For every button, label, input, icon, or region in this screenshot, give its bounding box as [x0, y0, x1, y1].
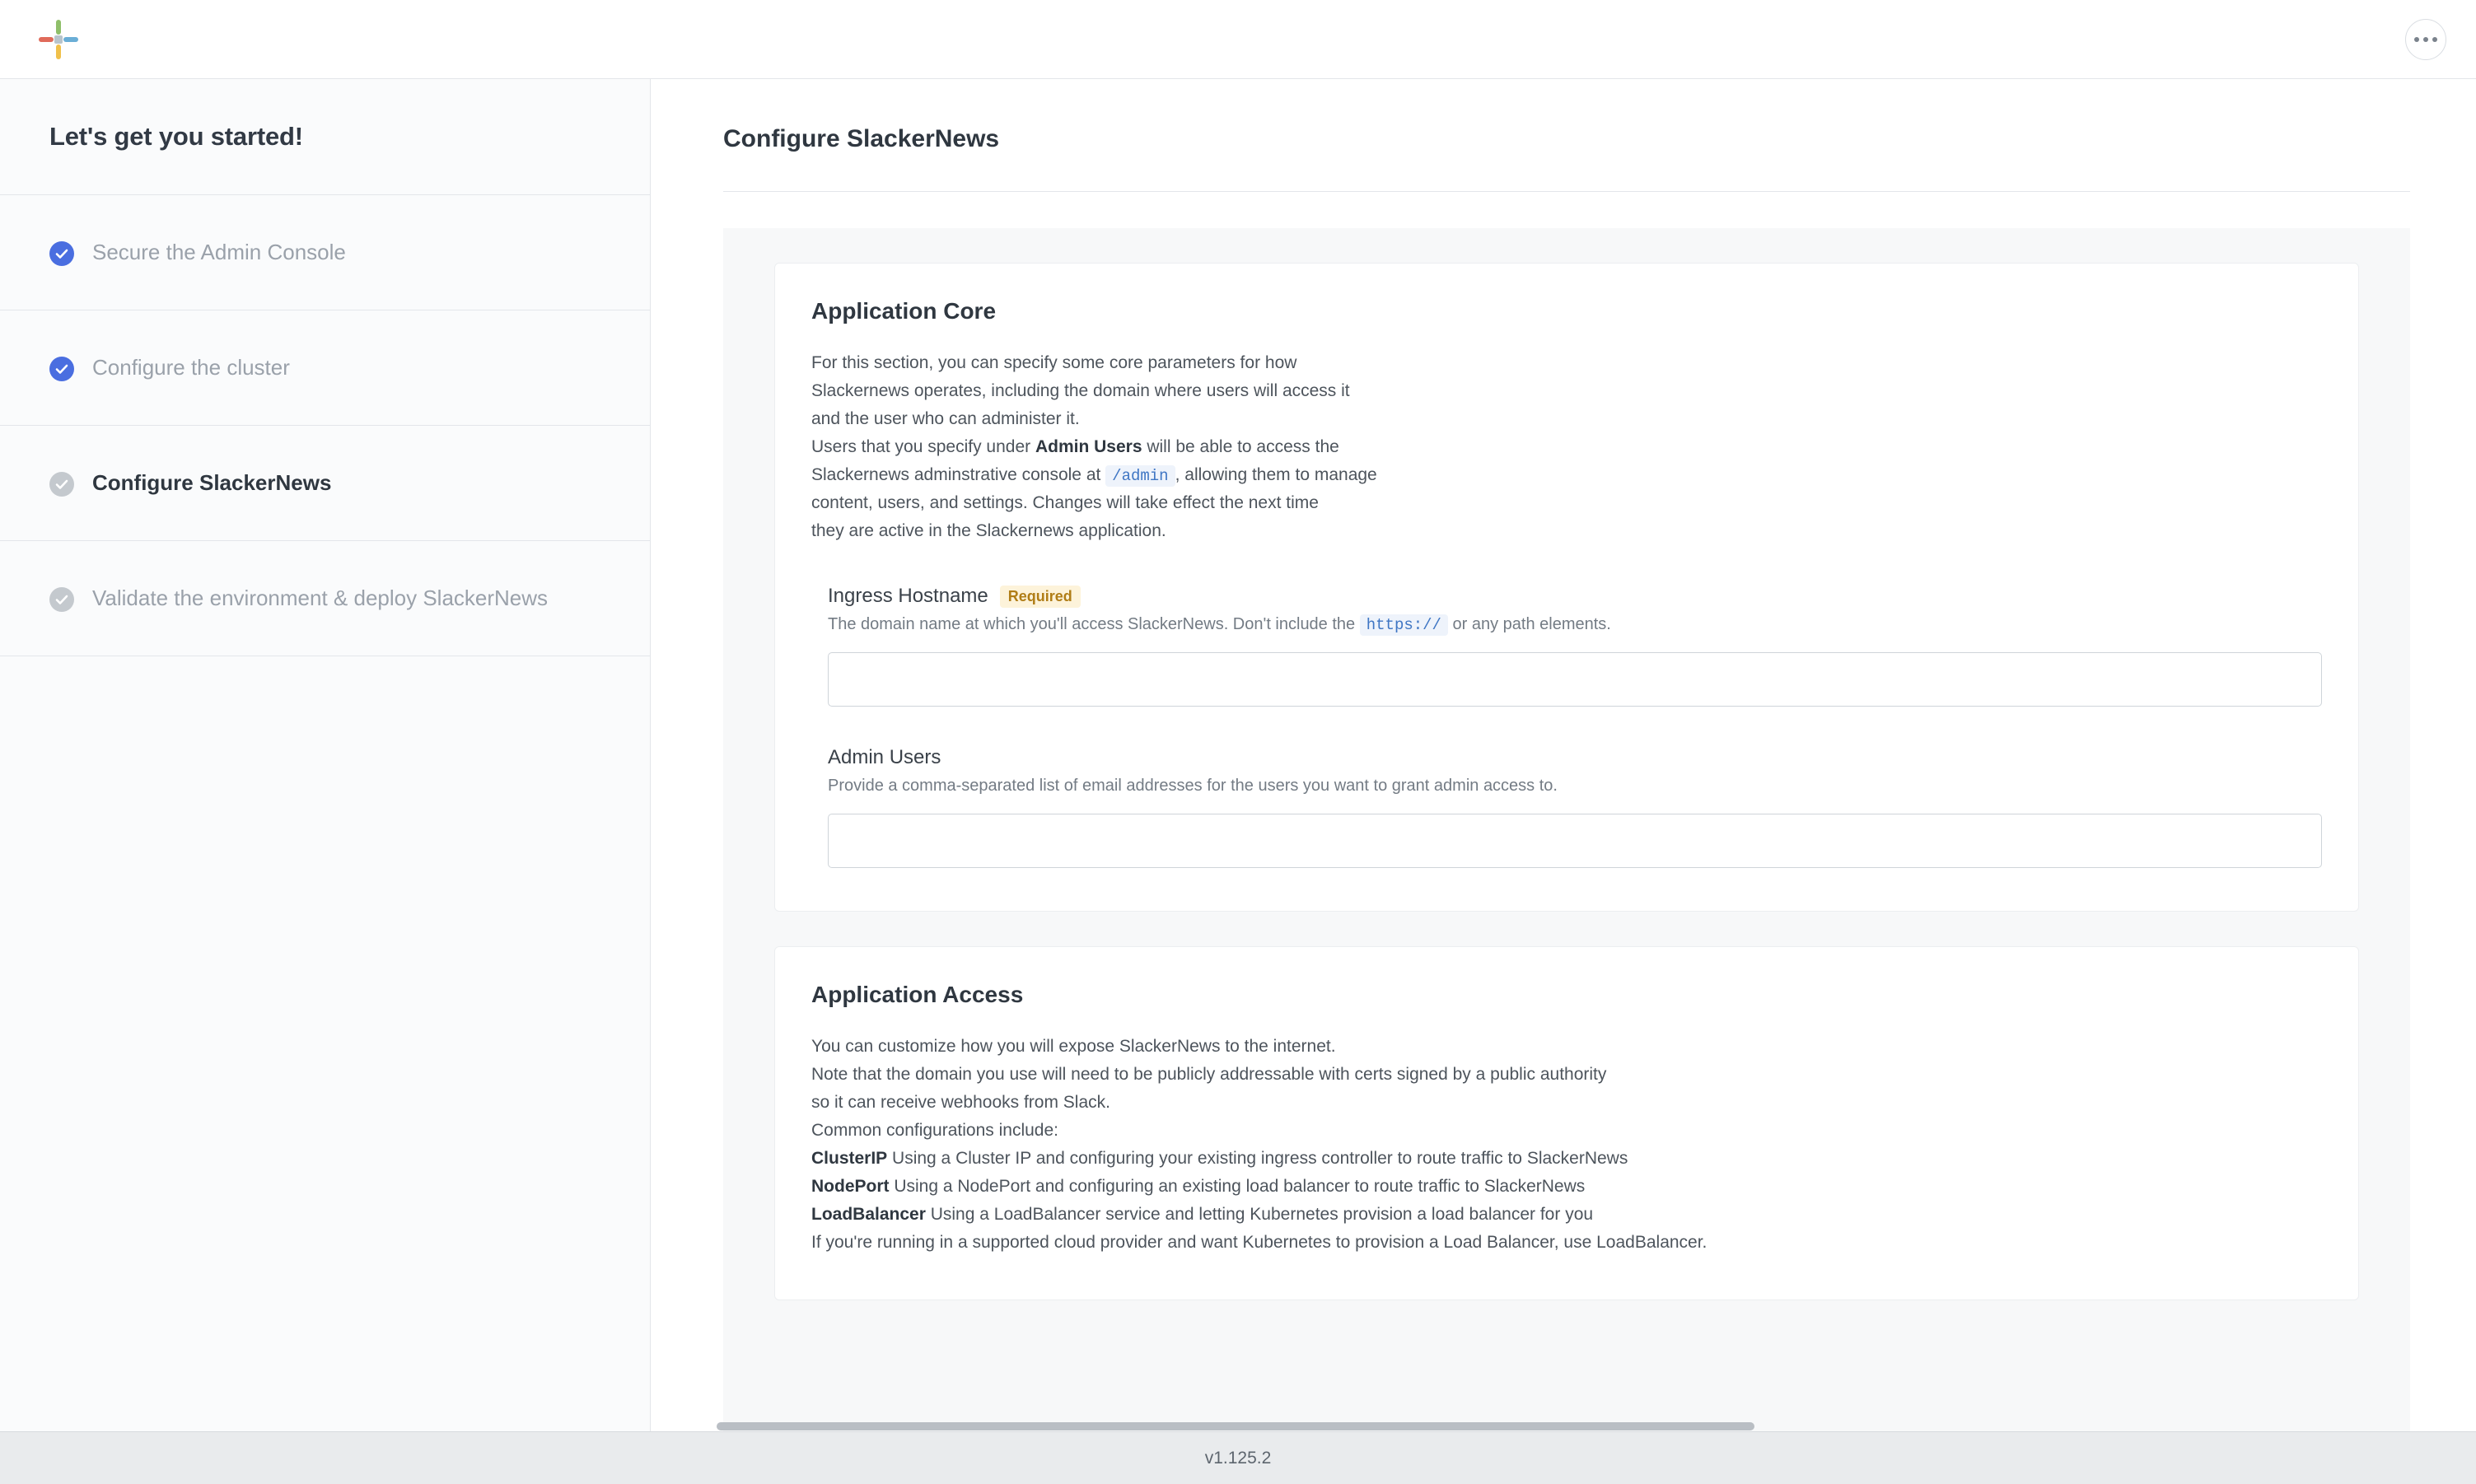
desc-line: Note that the domain you use will need to be publicly addressable with certs signed by a public authority: [811, 1065, 1607, 1085]
field-label-row: [828, 585, 2322, 608]
desc-line: and the user who can administer it.: [811, 409, 1080, 429]
horizontal-scrollbar[interactable]: [0, 1421, 2476, 1432]
check-circle-icon: [49, 587, 74, 612]
dot-icon: [2432, 37, 2437, 42]
dot-icon: [2414, 37, 2419, 42]
desc-text: , allowing them to manage: [1175, 465, 1377, 485]
desc-bold: ClusterIP: [811, 1149, 888, 1169]
desc-line: You can customize how you will expose SlackerNews to the internet.: [811, 1037, 1336, 1057]
field-help: [828, 615, 2322, 634]
desc-text: Slackernews adminstrative console at: [811, 465, 1106, 485]
field-label-row: [828, 746, 2322, 769]
desc-line: For this section, you can specify some core parameters for how: [811, 353, 1297, 372]
desc-text: will be able to access the: [1142, 437, 1339, 457]
field-label: Admin Users: [828, 746, 941, 769]
card-description: [811, 349, 2322, 545]
card-title: Application Access: [811, 982, 1024, 1008]
main-panel: [651, 79, 2476, 1431]
ingress-hostname-input[interactable]: [828, 652, 2322, 707]
help-text: or any path elements.: [1447, 615, 1611, 634]
field-admin-users: [811, 746, 2322, 868]
card-application-access: [774, 946, 2359, 1300]
replicated-logo: [36, 17, 81, 62]
desc-text: Using a Cluster IP and configuring your existing ingress controller to route traffic to SlackerNews: [887, 1149, 1628, 1169]
desc-line: so it can receive webhooks from Slack.: [811, 1093, 1110, 1113]
desc-text: Using a NodePort and configuring an existing load balancer to route traffic to SlackerNews: [889, 1177, 1586, 1197]
version-label: v1.125.2: [1204, 1448, 1272, 1468]
desc-line: Common configurations include:: [811, 1121, 1058, 1141]
main-inner: [651, 79, 2476, 1431]
check-circle-icon: [49, 357, 74, 381]
desc-line: content, users, and settings. Changes will take effect the next time: [811, 493, 1319, 513]
card-title: Application Core: [811, 298, 997, 324]
sidebar-item-secure-admin-console[interactable]: [0, 195, 650, 310]
sidebar-item-label: Configure the cluster: [92, 355, 290, 380]
sidebar-item-label: Configure SlackerNews: [92, 470, 332, 496]
desc-line: [811, 1201, 2322, 1229]
desc-bold: NodePort: [811, 1177, 890, 1197]
desc-text: Users that you specify under: [811, 437, 1035, 457]
desc-line: If you're running in a supported cloud provider and want Kubernetes to provision a Load Balancer, use LoadBalancer.: [811, 1233, 1708, 1253]
desc-bold: LoadBalancer: [811, 1205, 926, 1225]
help-text: The domain name at which you'll access SlackerNews. Don't include the: [828, 615, 1360, 634]
dot-icon: [2423, 37, 2428, 42]
config-sections: [723, 228, 2410, 1431]
sidebar-item-validate-and-deploy[interactable]: [0, 541, 650, 656]
help-text: Provide a comma-separated list of email addresses for the users you want to grant admin access to.: [828, 777, 1558, 796]
field-ingress-hostname: [811, 585, 2322, 707]
footer: [0, 1431, 2476, 1484]
desc-text: Using a LoadBalancer service and letting Kubernetes provision a load balancer for you: [925, 1205, 1594, 1225]
admin-users-input[interactable]: [828, 814, 2322, 868]
required-badge: Required: [1000, 586, 1081, 608]
body: [0, 79, 2476, 1431]
sidebar-title: Let's get you started!: [0, 79, 650, 195]
field-help: [828, 777, 2322, 796]
desc-line: [811, 1145, 2322, 1173]
more-options-button[interactable]: [2405, 19, 2446, 60]
sidebar-item-configure-slackernews[interactable]: [0, 426, 650, 541]
desc-line: Slackernews operates, including the domain where users will access it: [811, 381, 1350, 401]
desc-line: they are active in the Slackernews application.: [811, 521, 1166, 541]
sidebar: [0, 79, 651, 1431]
card-application-core: [774, 263, 2359, 912]
scrollbar-thumb[interactable]: [717, 1422, 1754, 1430]
check-circle-icon: [49, 472, 74, 497]
check-circle-icon: [49, 241, 74, 266]
https-code: https://: [1360, 614, 1448, 636]
field-label: Ingress Hostname: [828, 585, 988, 608]
desc-line: [811, 1173, 2322, 1201]
sidebar-item-label: Secure the Admin Console: [92, 240, 346, 264]
desc-line: [811, 461, 2322, 489]
top-bar: [0, 0, 2476, 79]
sidebar-item-configure-the-cluster[interactable]: [0, 310, 650, 426]
desc-bold: Admin Users: [1035, 437, 1142, 457]
sidebar-item-label: Validate the environment & deploy SlackerNews: [92, 586, 549, 611]
page-title: Configure SlackerNews: [723, 125, 2410, 192]
admin-path-code: /admin: [1105, 465, 1175, 487]
card-description: [811, 1033, 2322, 1257]
desc-line: [811, 433, 2322, 461]
